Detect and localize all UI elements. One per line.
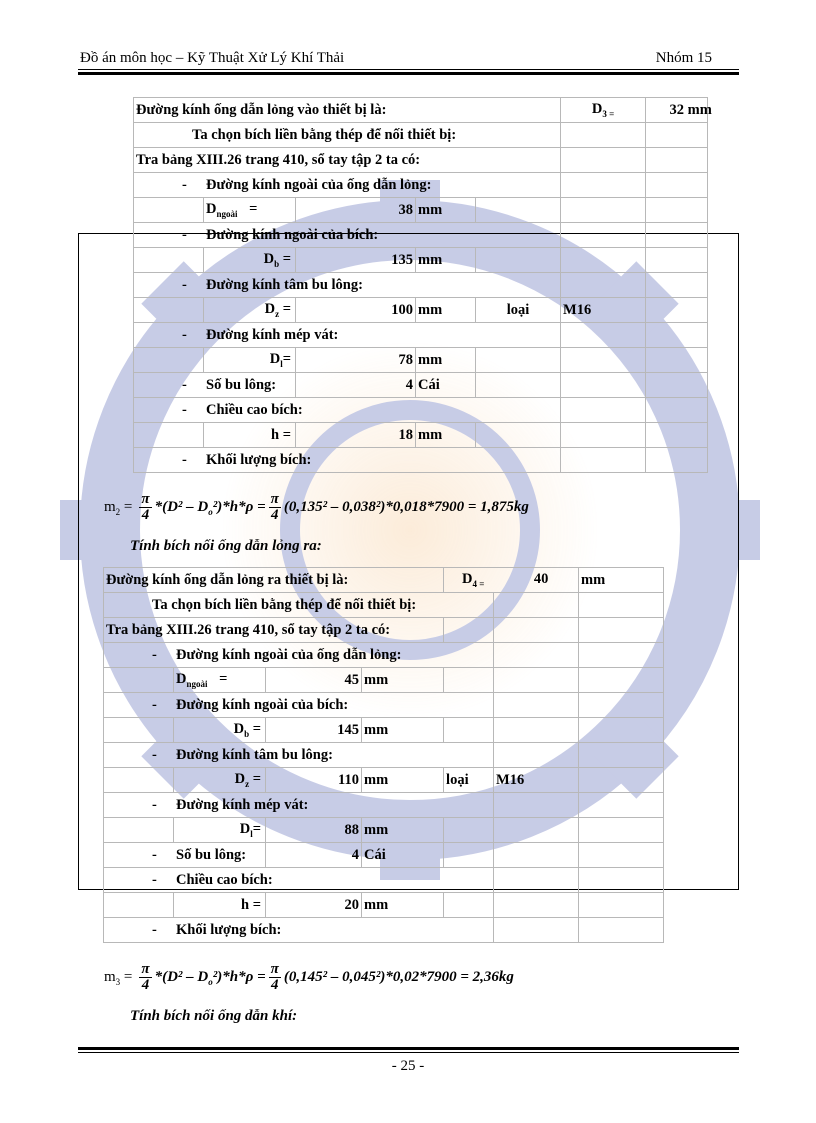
h-value: 20: [266, 893, 362, 918]
height-label: - Chiều cao bích:: [104, 868, 494, 893]
type-label: loại: [444, 768, 494, 793]
type-value: M16: [561, 298, 646, 323]
table-row: [134, 448, 708, 473]
table-row: [134, 248, 708, 273]
table-row: [104, 843, 664, 868]
dz-symbol: $D_z$ =: [174, 768, 266, 793]
mass-label: - Khối lượng bích:: [134, 448, 561, 473]
bevel-label: - Đường kính mép vát:: [104, 793, 494, 818]
choose-flange-text: Ta chọn bích liền bằng thép để nối thiết bị:: [104, 593, 494, 618]
bolt-circle-label: - Đường kính tâm bu lông:: [134, 273, 561, 298]
table-row: [134, 98, 708, 123]
table-row: [134, 373, 708, 398]
h-unit: mm: [362, 893, 444, 918]
table-row: [104, 868, 664, 893]
db-symbol: $D_b$ =: [204, 248, 296, 273]
table-row: [104, 718, 664, 743]
type-label: loại: [476, 298, 561, 323]
h-symbol: h =: [204, 423, 296, 448]
inlet-diameter-symbol: $D_{3 =}$: [561, 98, 646, 123]
h-symbol: h =: [174, 893, 266, 918]
dz-unit: mm: [416, 298, 476, 323]
bolt-circle-label: - Đường kính tâm bu lông:: [104, 743, 494, 768]
mass-label: - Khối lượng bích:: [104, 918, 494, 943]
db-unit: mm: [362, 718, 444, 743]
dngoai-symbol: $D_{ngoài}$ =: [174, 668, 266, 693]
dngoai-symbol: $D_{ngoài}$ =: [204, 198, 296, 223]
dngoai-unit: mm: [362, 668, 444, 693]
outlet-diameter-symbol: $D_{4 =}$ 40: [444, 568, 579, 593]
dz-symbol: $D_z$ =: [204, 298, 296, 323]
db-value: 145: [266, 718, 362, 743]
table-row: [104, 668, 664, 693]
h-value: 18: [296, 423, 416, 448]
flange-outer-label: - Đường kính ngoài của bích:: [104, 693, 494, 718]
header-title: Đồ án môn học – Kỹ Thuật Xử Lý Khí Thải: [80, 50, 345, 66]
dl-value: 78: [296, 348, 416, 373]
subtitle-gas-flange: Tính bích nối ống dẫn khí:: [130, 1008, 298, 1024]
dngoai-value: 38: [296, 198, 416, 223]
table-row: [104, 643, 664, 668]
bolts-label: - Số bu lông:: [104, 843, 266, 868]
lookup-text: Tra bảng XIII.26 trang 410, sổ tay tập 2 ta có:: [134, 148, 561, 173]
header-group: Nhóm 15: [655, 50, 712, 66]
dl-symbol: $D_l=$: [174, 818, 266, 843]
mass-formula-outlet: $m_3$ = $\frac{\pi}{4}$ $*(D^2 - D_o^2)*h*\rho$ = $\frac{\pi}{4}$ (0,145² – 0,045²)*0,02*7900 = 2,36kg: [104, 961, 514, 993]
outer-pipe-label: - Đường kính ngoài của ống dẫn lỏng:: [134, 173, 561, 198]
table-row: [104, 568, 664, 593]
choose-flange-text: Ta chọn bích liền bằng thép để nối thiết bị:: [134, 123, 561, 148]
dz-value: 110: [266, 768, 362, 793]
table-row: [104, 593, 664, 618]
table-row: [134, 123, 708, 148]
dngoai-value: 45: [266, 668, 362, 693]
dl-unit: mm: [362, 818, 444, 843]
table-row: [104, 618, 664, 643]
mass-formula-inlet: $m_2$ = $\frac{\pi}{4}$ $*(D^2 - D_o^2)*h*\rho$ = $\frac{\pi}{4}$ (0,135² – 0,038²)*0,018*7900 = 1,875kg: [104, 491, 529, 523]
table-row: [134, 323, 708, 348]
dz-value: 100: [296, 298, 416, 323]
header-rule-thick: [78, 72, 739, 75]
table-row: [104, 893, 664, 918]
bolts-unit: Cái: [362, 843, 444, 868]
bolts-value: 4: [266, 843, 362, 868]
bolts-label: - Số bu lông:: [134, 373, 296, 398]
table-row: [104, 768, 664, 793]
dz-unit: mm: [362, 768, 444, 793]
footer-rule-thin: [78, 1052, 739, 1053]
bevel-label: - Đường kính mép vát:: [134, 323, 561, 348]
table-row: [134, 223, 708, 248]
page-number: - 25 -: [391, 1058, 425, 1074]
table-row: [134, 198, 708, 223]
bolts-value: 4: [296, 373, 416, 398]
bolts-unit: Cái: [416, 373, 476, 398]
table-row: [134, 348, 708, 373]
flange-inlet-table: [133, 97, 712, 473]
h-unit: mm: [416, 423, 476, 448]
table-row: [104, 693, 664, 718]
table-row: [134, 148, 708, 173]
table-row: [134, 423, 708, 448]
db-value: 135: [296, 248, 416, 273]
db-symbol: $D_b$ =: [174, 718, 266, 743]
inlet-diameter-label: Đường kính ống dẫn lỏng vào thiết bị là:: [134, 98, 561, 123]
dl-symbol: $D_l=$: [204, 348, 296, 373]
table-row: [104, 793, 664, 818]
dl-value: 88: [266, 818, 362, 843]
flange-outlet-table: [103, 567, 664, 943]
footer-rule-thick: [78, 1047, 739, 1050]
table-row: [104, 818, 664, 843]
flange-outer-label: - Đường kính ngoài của bích:: [134, 223, 561, 248]
table-row: [134, 173, 708, 198]
lookup-text: Tra bảng XIII.26 trang 410, sổ tay tập 2 ta có:: [104, 618, 444, 643]
inlet-diameter-value: 32 mm: [646, 98, 708, 123]
header-rule-thin: [78, 69, 739, 70]
table-row: [104, 918, 664, 943]
subtitle-outlet-flange: Tính bích nối ống dẫn lỏng ra:: [130, 538, 322, 554]
outer-pipe-label: - Đường kính ngoài của ống dẫn lỏng:: [104, 643, 494, 668]
table-row: [134, 273, 708, 298]
outlet-diameter-unit: mm: [579, 568, 664, 593]
table-row: [104, 743, 664, 768]
dl-unit: mm: [416, 348, 476, 373]
dngoai-unit: mm: [416, 198, 476, 223]
table-row: [134, 398, 708, 423]
height-label: - Chiều cao bích:: [134, 398, 561, 423]
outlet-diameter-label: Đường kính ống dẫn lỏng ra thiết bị là:: [104, 568, 444, 593]
table-row: [134, 298, 708, 323]
type-value: M16: [494, 768, 579, 793]
db-unit: mm: [416, 248, 476, 273]
